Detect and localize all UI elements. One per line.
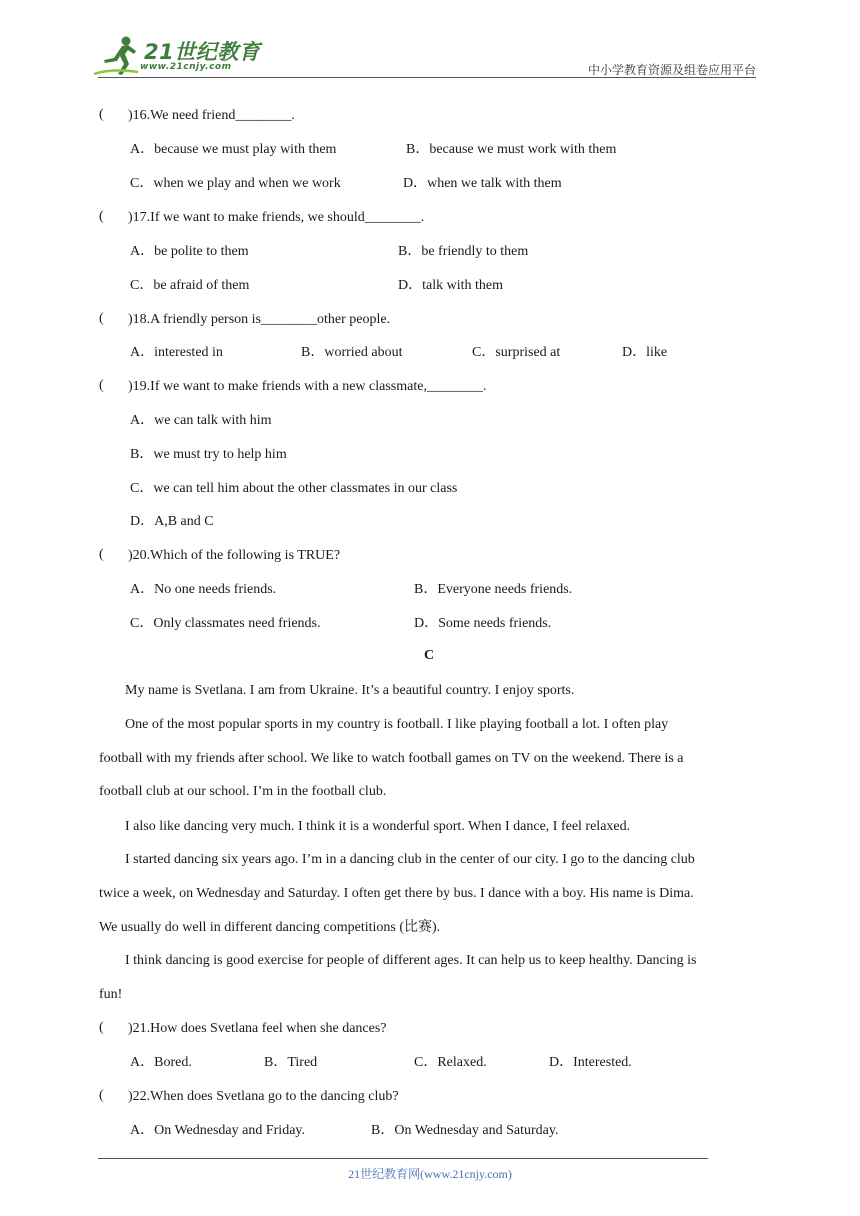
passage-line: I also like dancing very much. I think it is a wonderful sport. When I dance, I feel relaxed.: [125, 819, 631, 834]
question-22-stem: )22.When does Svetlana go to the dancing club?: [128, 1089, 399, 1104]
passage-line: football with my friends after school. We like to watch football games on TV on the weekend. There is a: [99, 751, 684, 766]
runner-logo-icon: [92, 34, 140, 78]
question-19-option-b: B．we must try to help him: [130, 447, 287, 462]
passage-line: twice a week, on Wednesday and Saturday. I often get there by bus. I dance with a boy. His name is Dima.: [99, 886, 694, 901]
question-20-option-b: B．Everyone needs friends.: [414, 582, 573, 597]
answer-bracket: (: [99, 1020, 104, 1035]
question-18-option-b: B．worried about: [301, 345, 403, 360]
question-21-option-b: B．Tired: [264, 1055, 318, 1070]
passage-line: I think dancing is good exercise for people of different ages. It can help us to keep healthy. Dancing is: [125, 953, 697, 968]
question-17-option-d: D．talk with them: [398, 278, 503, 293]
question-20-option-c: C．Only classmates need friends.: [130, 616, 321, 631]
question-19-option-a: A．we can talk with him: [130, 413, 272, 428]
section-title: C: [424, 648, 435, 663]
passage-line: My name is Svetlana. I am from Ukraine. It’s a beautiful country. I enjoy sports.: [125, 683, 575, 698]
answer-bracket: (: [99, 107, 104, 122]
question-21-option-d: D．Interested.: [549, 1055, 632, 1070]
passage-line: One of the most popular sports in my country is football. I like playing football a lot. I often play: [125, 717, 669, 732]
passage-line: fun!: [99, 987, 123, 1002]
question-20-option-d: D．Some needs friends.: [414, 616, 552, 631]
question-18-stem: )18.A friendly person is________other people.: [128, 312, 391, 327]
question-18-option-a: A．interested in: [130, 345, 223, 360]
answer-bracket: (: [99, 378, 104, 393]
passage-line: We usually do well in different dancing competitions (比赛).: [99, 920, 441, 935]
question-21-option-a: A．Bored.: [130, 1055, 192, 1070]
question-17-stem: )17.If we want to make friends, we should________.: [128, 210, 425, 225]
logo-url: www.21cnjy.com: [140, 62, 232, 72]
question-17-option-a: A．be polite to them: [130, 244, 249, 259]
footer-divider: [98, 1158, 708, 1159]
question-22-option-b: B．On Wednesday and Saturday.: [371, 1123, 559, 1138]
footer-link[interactable]: 21世纪教育网(www.21cnjy.com): [348, 1167, 512, 1181]
question-18-option-c: C．surprised at: [472, 345, 561, 360]
logo-text: 21世纪教育: [144, 40, 261, 64]
answer-bracket: (: [99, 547, 104, 562]
question-19-option-d: D．A,B and C: [130, 514, 214, 529]
question-16-option-b: B．because we must work with them: [406, 142, 617, 157]
passage-line: I started dancing six years ago. I’m in a dancing club in the center of our city. I go to the dancing club: [125, 852, 695, 867]
question-16-option-c: C．when we play and when we work: [130, 176, 341, 191]
answer-bracket: (: [99, 1088, 104, 1103]
question-21-stem: )21.How does Svetlana feel when she dances?: [128, 1021, 387, 1036]
passage-line: football club at our school. I’m in the football club.: [99, 784, 387, 799]
question-17-option-b: B．be friendly to them: [398, 244, 529, 259]
question-19-stem: )19.If we want to make friends with a new classmate,________.: [128, 379, 487, 394]
question-17-option-c: C．be afraid of them: [130, 278, 250, 293]
answer-bracket: (: [99, 311, 104, 326]
question-20-option-a: A．No one needs friends.: [130, 582, 277, 597]
question-21-option-c: C．Relaxed.: [414, 1055, 487, 1070]
site-logo: [92, 34, 262, 78]
header-divider: [98, 77, 756, 78]
question-19-option-c: C．we can tell him about the other classmates in our class: [130, 481, 458, 496]
question-18-option-d: D．like: [622, 345, 668, 360]
answer-bracket: (: [99, 209, 104, 224]
question-16-stem: )16.We need friend________.: [128, 108, 295, 123]
question-20-stem: )20.Which of the following is TRUE?: [128, 548, 341, 563]
question-16-option-a: A．because we must play with them: [130, 142, 337, 157]
question-22-option-a: A．On Wednesday and Friday.: [130, 1123, 306, 1138]
site-title: 中小学教育资源及组卷应用平台: [587, 63, 756, 77]
question-16-option-d: D．when we talk with them: [403, 176, 562, 191]
